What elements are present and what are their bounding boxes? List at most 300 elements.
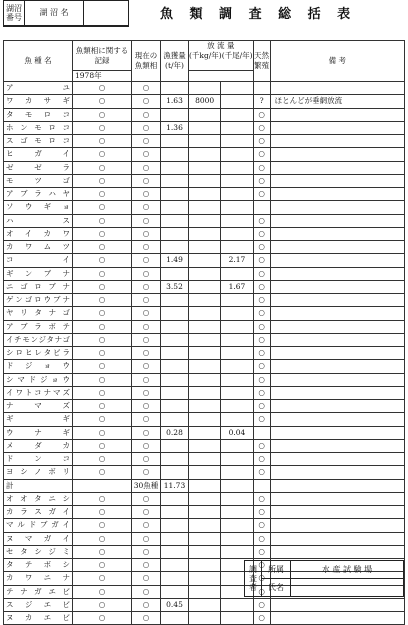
natural-cell: ○ [253,598,270,611]
release-weight-cell [189,307,221,320]
fish-name-cell: シロヒレタビラ [4,347,73,360]
current-cell: ○ [132,214,161,227]
remarks-cell [270,400,404,413]
remarks-cell [270,161,404,174]
current-cell: ○ [132,466,161,479]
current-cell: ○ [132,280,161,293]
table-row [4,386,405,399]
catch-cell [161,108,189,121]
record-cell: ○ [73,413,132,426]
table-row [4,108,405,121]
record-cell: ○ [73,572,132,585]
record-cell: ○ [73,532,132,545]
table-row [4,307,405,320]
natural-cell: ○ [253,439,270,452]
release-weight-cell [189,466,221,479]
catch-cell [161,148,189,161]
natural-cell: ○ [253,294,270,307]
fish-name-cell: ソウギョ [4,201,73,214]
table-row [4,280,405,293]
natural-cell: ○ [253,492,270,505]
record-cell: ○ [73,360,132,373]
fish-name-cell: テナガエビ [4,585,73,598]
release-count-cell: 1.67 [221,280,253,293]
natural-cell: ○ [253,347,270,360]
release-count-cell [221,148,253,161]
release-count-cell [221,453,253,466]
release-count-cell [221,135,253,148]
natural-cell: ○ [253,333,270,346]
catch-cell [161,559,189,572]
release-count-cell: 0.04 [221,426,253,439]
catch-cell [161,227,189,240]
current-cell: ○ [132,360,161,373]
fish-name-cell: ナマズ [4,400,73,413]
natural-cell: ○ [253,307,270,320]
natural-cell: ○ [253,466,270,479]
fish-name-cell: ヒガイ [4,148,73,161]
record-cell: ○ [73,280,132,293]
table-row [4,426,405,439]
natural-cell [253,426,270,439]
header-remarks: 備 考 [270,41,404,82]
table-row [4,241,405,254]
current-cell: ○ [132,201,161,214]
catch-cell [161,174,189,187]
release-count-cell [221,227,253,240]
natural-cell: ○ [253,108,270,121]
current-cell: ○ [132,82,161,95]
release-weight-cell [189,108,221,121]
table-row [4,519,405,532]
release-weight-cell [189,135,221,148]
table-row [4,214,405,227]
record-cell: ○ [73,466,132,479]
remarks-cell [270,254,404,267]
fish-name-cell: 計 [4,479,73,492]
remarks-cell [270,492,404,505]
name-label: 氏名 [262,579,291,597]
release-weight-cell [189,267,221,280]
header-natural: 天然繁殖 [253,41,270,82]
release-count-cell [221,174,253,187]
fish-name-cell: ドジョウ [4,360,73,373]
current-cell: ○ [132,267,161,280]
remarks-cell [270,121,404,134]
release-count-cell [221,95,253,108]
remarks-cell [270,82,404,95]
catch-cell [161,320,189,333]
record-cell: ○ [73,174,132,187]
remarks-cell [270,201,404,214]
natural-cell [253,201,270,214]
remarks-cell [270,506,404,519]
catch-cell [161,347,189,360]
release-count-cell [221,506,253,519]
record-cell: ○ [73,108,132,121]
remarks-cell [270,108,404,121]
catch-cell [161,82,189,95]
catch-cell [161,439,189,452]
remarks-cell [270,519,404,532]
natural-cell [253,479,270,492]
fish-survey-table [3,40,405,625]
release-weight-cell [189,559,221,572]
remarks-cell [270,598,404,611]
header-release [189,41,254,71]
table-row [4,82,405,95]
fish-name-cell: ギンブナ [4,267,73,280]
current-cell: ○ [132,439,161,452]
catch-cell [161,188,189,201]
fish-name-cell: ゲンゴロウブナ [4,294,73,307]
release-count-cell [221,201,253,214]
remarks-cell [270,386,404,399]
current-cell: ○ [132,161,161,174]
natural-cell: ○ [253,413,270,426]
current-cell: ○ [132,559,161,572]
record-cell: ○ [73,82,132,95]
current-cell: ○ [132,612,161,625]
record-cell: ○ [73,307,132,320]
current-cell: ○ [132,307,161,320]
affiliation-label: 所属 [262,561,291,579]
record-cell: ○ [73,201,132,214]
record-cell: ○ [73,227,132,240]
release-count-cell [221,241,253,254]
remarks-cell [270,227,404,240]
record-cell: ○ [73,559,132,572]
release-weight-cell [189,532,221,545]
header-fish: 魚 種 名 [4,41,73,82]
remarks-cell [270,545,404,558]
natural-cell: ○ [253,227,270,240]
catch-cell [161,532,189,545]
catch-cell [161,214,189,227]
release-weight-cell [189,492,221,505]
current-cell: ○ [132,227,161,240]
release-weight-cell [189,254,221,267]
affiliation-value: 水 産 試 験 場 [291,561,404,579]
fish-name-cell: コ イ [4,254,73,267]
natural-cell: ○ [253,519,270,532]
record-cell: ○ [73,320,132,333]
header-catch: 漁獲量(t/年) [161,41,189,82]
record-cell: ○ [73,426,132,439]
current-cell: ○ [132,386,161,399]
release-weight-cell [189,439,221,452]
natural-cell: ○ [253,373,270,386]
release-weight-cell [189,400,221,413]
catch-cell [161,572,189,585]
remarks-cell [270,373,404,386]
release-count-cell: 2.17 [221,254,253,267]
natural-cell: ○ [253,148,270,161]
release-weight-cell [189,585,221,598]
current-cell: ○ [132,148,161,161]
current-cell: ○ [132,545,161,558]
current-cell: ○ [132,174,161,187]
remarks-cell [270,307,404,320]
release-weight-cell [189,280,221,293]
catch-cell [161,135,189,148]
fish-name-cell: ニゴロブナ [4,280,73,293]
catch-cell [161,373,189,386]
table-row [4,598,405,611]
record-cell: ○ [73,95,132,108]
record-cell: ○ [73,333,132,346]
release-count-cell [221,320,253,333]
record-cell: ○ [73,598,132,611]
record-cell: ○ [73,241,132,254]
catch-cell [161,201,189,214]
table-body [4,82,405,625]
release-count-cell [221,519,253,532]
record-cell [73,479,132,492]
catch-cell [161,413,189,426]
release-count-cell [221,532,253,545]
fish-name-cell: セタシジミ [4,545,73,558]
catch-cell [161,360,189,373]
table-row [4,148,405,161]
release-count-cell [221,479,253,492]
release-count-cell [221,82,253,95]
release-weight-cell [189,545,221,558]
catch-cell [161,506,189,519]
record-cell: ○ [73,347,132,360]
lake-extra-blank [84,25,129,26]
release-count-cell [221,108,253,121]
release-count-cell [221,267,253,280]
fish-name-cell: ヤリタナゴ [4,307,73,320]
current-cell: ○ [132,585,161,598]
remarks-cell [270,439,404,452]
natural-cell: ? [253,95,270,108]
fish-name-cell: シマドジョウ [4,373,73,386]
header-release-weight: (千kg/年) [189,51,222,60]
record-cell: ○ [73,386,132,399]
record-cell: ○ [73,254,132,267]
header-record-year: 1978年 [73,71,132,82]
header-record: 魚類相に関する記録 [73,41,132,71]
catch-cell [161,333,189,346]
table-row [4,347,405,360]
release-weight-cell [189,161,221,174]
fish-name-cell: イワトコナマズ [4,386,73,399]
fish-name-cell: ドンコ [4,453,73,466]
record-cell: ○ [73,612,132,625]
fish-name-cell: ヨシノボリ [4,466,73,479]
table-row [4,545,405,558]
release-count-cell [221,307,253,320]
remarks-cell [270,479,404,492]
table-row [4,201,405,214]
release-weight-cell [189,201,221,214]
remarks-cell [270,453,404,466]
table-row [4,400,405,413]
fish-name-cell: アブラハヤ [4,188,73,201]
record-cell: ○ [73,121,132,134]
record-cell: ○ [73,161,132,174]
release-weight-cell [189,506,221,519]
remarks-cell [270,320,404,333]
table-row [4,95,405,108]
table-row [4,254,405,267]
release-count-cell [221,400,253,413]
catch-cell [161,453,189,466]
release-weight-cell: 8000 [189,95,221,108]
release-count-cell [221,214,253,227]
lake-name-value [84,1,129,26]
fish-name-cell: アブラボテ [4,320,73,333]
release-count-cell [221,545,253,558]
table-row [4,479,405,492]
table-row [4,612,405,625]
table-row [4,506,405,519]
catch-cell [161,492,189,505]
catch-cell: 1.49 [161,254,189,267]
name-value [291,579,404,597]
natural-cell: ○ [253,532,270,545]
remarks-cell [270,612,404,625]
fish-name-cell: ヌマガイ [4,532,73,545]
natural-cell: ○ [253,612,270,625]
catch-cell [161,161,189,174]
current-cell: ○ [132,254,161,267]
record-cell: ○ [73,148,132,161]
release-weight-cell [189,294,221,307]
fish-name-cell: ゼゼラ [4,161,73,174]
remarks-cell [270,280,404,293]
remarks-cell [270,347,404,360]
remarks-cell [270,294,404,307]
release-weight-cell [189,598,221,611]
remarks-cell [270,174,404,187]
natural-cell: ○ [253,559,270,572]
fish-name-cell: ホンモロコ [4,121,73,134]
lake-header [3,0,129,27]
fish-name-cell: ギ ギ [4,413,73,426]
natural-cell: ○ [253,280,270,293]
release-count-cell [221,360,253,373]
release-weight-cell [189,214,221,227]
catch-cell: 1.36 [161,121,189,134]
record-cell: ○ [73,439,132,452]
release-weight-cell [189,612,221,625]
record-cell: ○ [73,453,132,466]
fish-name-cell: イチモンジタナゴ [4,333,73,346]
surveyor-box [244,560,404,597]
catch-cell: 0.28 [161,426,189,439]
table-row [4,135,405,148]
table-row [4,492,405,505]
release-weight-cell [189,82,221,95]
current-cell: ○ [132,400,161,413]
catch-cell [161,294,189,307]
current-cell: ○ [132,347,161,360]
current-cell: ○ [132,506,161,519]
release-weight-cell [189,386,221,399]
current-cell: ○ [132,108,161,121]
release-count-cell [221,492,253,505]
release-weight-cell [189,320,221,333]
remarks-cell [270,413,404,426]
table-row [4,188,405,201]
release-count-cell [221,373,253,386]
catch-cell [161,386,189,399]
release-weight-cell [189,413,221,426]
natural-cell: ○ [253,453,270,466]
current-cell: ○ [132,598,161,611]
natural-cell: ○ [253,135,270,148]
release-count-cell [221,161,253,174]
table-row [4,439,405,452]
catch-cell [161,519,189,532]
current-cell: ○ [132,453,161,466]
record-cell: ○ [73,214,132,227]
catch-cell: 3.52 [161,280,189,293]
release-count-cell [221,188,253,201]
release-weight-cell [189,426,221,439]
lake-name-blank [25,25,84,26]
natural-cell: ○ [253,174,270,187]
remarks-cell [270,188,404,201]
release-weight-cell [189,479,221,492]
natural-cell: ○ [253,400,270,413]
current-cell: ○ [132,135,161,148]
release-count-cell [221,466,253,479]
natural-cell: ○ [253,585,270,598]
catch-cell [161,466,189,479]
fish-name-cell: オオタニシ [4,492,73,505]
current-cell: ○ [132,320,161,333]
record-cell: ○ [73,585,132,598]
fish-name-cell: マルドブガイ [4,519,73,532]
current-cell: ○ [132,294,161,307]
fish-name-cell: タモロコ [4,108,73,121]
remarks-cell [270,214,404,227]
natural-cell: ○ [253,267,270,280]
fish-name-cell: モツゴ [4,174,73,187]
release-count-cell [221,333,253,346]
table-row [4,174,405,187]
fish-name-cell: ヌカエビ [4,612,73,625]
catch-cell [161,267,189,280]
release-count-cell [221,386,253,399]
fish-name-cell: スゴモロコ [4,135,73,148]
header-current: 現在の魚類相 [132,41,161,82]
current-cell: ○ [132,188,161,201]
catch-cell [161,585,189,598]
record-cell: ○ [73,267,132,280]
record-cell: ○ [73,135,132,148]
record-cell: ○ [73,400,132,413]
fish-name-cell: ア ユ [4,82,73,95]
table-row [4,121,405,134]
natural-cell: ○ [253,386,270,399]
current-cell: ○ [132,519,161,532]
natural-cell: ○ [253,320,270,333]
natural-cell: ○ [253,214,270,227]
release-count-cell [221,294,253,307]
table-row [4,320,405,333]
release-count-cell [221,413,253,426]
record-cell: ○ [73,492,132,505]
remarks-cell [270,241,404,254]
catch-cell: 1.63 [161,95,189,108]
table-row [4,373,405,386]
natural-cell: ○ [253,161,270,174]
